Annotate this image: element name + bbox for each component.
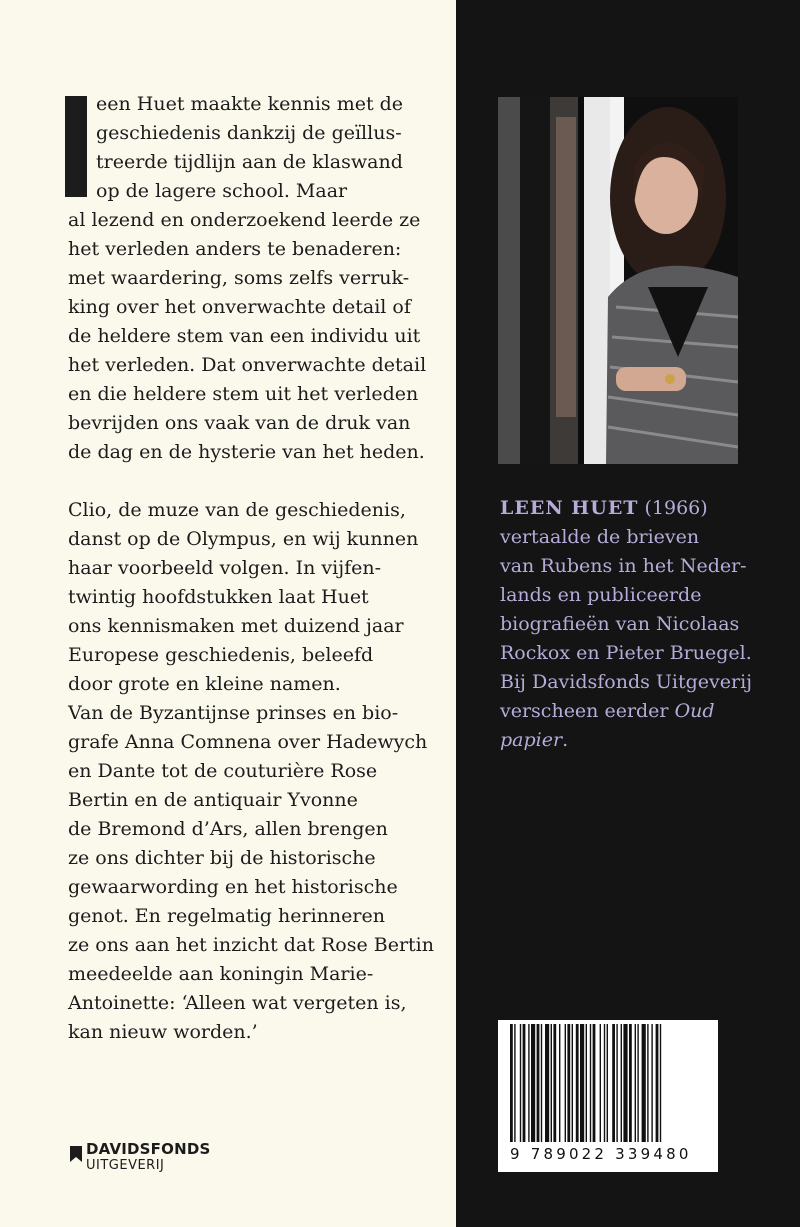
barcode-bar bbox=[528, 1024, 529, 1142]
barcode-bar bbox=[593, 1024, 596, 1142]
blurb-line: gewaarwording en het historische bbox=[68, 876, 398, 898]
bio-line-prefix: verscheen eerder bbox=[500, 700, 675, 722]
barcode-bar bbox=[637, 1024, 638, 1142]
barcode-bar bbox=[541, 1024, 542, 1142]
publisher-logo bbox=[68, 1140, 228, 1180]
blurb-line: geschiedenis dankzij de geïllus- bbox=[96, 122, 402, 144]
barcode-bar bbox=[604, 1024, 605, 1142]
bio-line bbox=[500, 726, 780, 755]
barcode-bar bbox=[651, 1024, 652, 1142]
barcode-bar bbox=[612, 1024, 615, 1142]
barcode-bar bbox=[531, 1024, 535, 1142]
barcode-bar bbox=[580, 1024, 584, 1142]
blurb-line: een Huet maakte kennis met de bbox=[96, 93, 404, 115]
bio-line: vertaalde de brieven bbox=[500, 526, 700, 548]
barcode-bar bbox=[523, 1024, 526, 1142]
blurb-line: de heldere stem van een individu uit bbox=[68, 325, 421, 347]
bio-end-punct: . bbox=[562, 729, 569, 751]
blurb-line: ons kennismaken met duizend jaar bbox=[68, 615, 404, 637]
blurb-line: treerde tijdlijn aan de klaswand bbox=[96, 151, 403, 173]
barcode-bar bbox=[559, 1024, 560, 1142]
barcode-bar bbox=[551, 1024, 552, 1142]
barcode-bar bbox=[600, 1024, 601, 1142]
barcode-bar bbox=[642, 1024, 646, 1142]
blurb-line: al lezend en onderzoekend leerde ze bbox=[68, 209, 421, 231]
blurb-line: haar voorbeeld volgen. In vijfen- bbox=[68, 557, 382, 579]
barcode-bar bbox=[565, 1024, 566, 1142]
blurb-line: de dag en de hysterie van het heden. bbox=[68, 441, 425, 463]
paragraph-gap bbox=[68, 467, 438, 496]
publisher-name-bottom: UITGEVERIJ bbox=[86, 1158, 165, 1173]
barcode-bar bbox=[545, 1024, 549, 1142]
book-title-part2: papier bbox=[500, 729, 563, 751]
barcode-bar bbox=[586, 1024, 587, 1142]
blurb-line: grafe Anna Comnena over Hadewych bbox=[68, 731, 428, 753]
blurb-line: de Bremond d’Ars, allen brengen bbox=[68, 818, 388, 840]
bio-line: van Rubens in het Neder- bbox=[500, 555, 747, 577]
blurb-line: met waardering, soms zelfs verruk- bbox=[68, 267, 410, 289]
barcode-bar bbox=[576, 1024, 579, 1142]
author-birth-year: (1966) bbox=[638, 497, 708, 519]
bio-line: lands en publiceerde bbox=[500, 584, 702, 606]
barcode-bar bbox=[553, 1024, 556, 1142]
blurb-line: twintig hoofdstukken laat Huet bbox=[68, 586, 369, 608]
barcode-bar bbox=[623, 1024, 627, 1142]
blurb-line: en Dante tot de couturière Rose bbox=[68, 760, 378, 782]
barcode-bar bbox=[629, 1024, 632, 1142]
blurb-text bbox=[68, 90, 438, 1047]
barcode-bar bbox=[607, 1024, 608, 1142]
isbn-number: 9 789022 339480 bbox=[510, 1145, 692, 1163]
barcode-bar bbox=[590, 1024, 591, 1142]
barcode-bar bbox=[616, 1024, 617, 1142]
barcode-bar bbox=[621, 1024, 622, 1142]
blurb-line: Antoinette: ‘Alleen wat vergeten is, bbox=[68, 992, 407, 1014]
blurb-line: bevrijden ons vaak van de druk van bbox=[68, 412, 411, 434]
blurb-line: Clio, de muze van de geschiedenis, bbox=[68, 499, 406, 521]
barcode-bar bbox=[520, 1024, 521, 1142]
book-title-part1: Oud bbox=[674, 700, 715, 722]
blurb-line: het verleden anders te benaderen: bbox=[68, 238, 402, 260]
blurb-line: ze ons dichter bij de historische bbox=[68, 847, 376, 869]
barcode-bar bbox=[510, 1024, 513, 1142]
author-bio bbox=[500, 494, 780, 755]
blurb-line: danst op de Olympus, en wij kunnen bbox=[68, 528, 419, 550]
barcode-bar bbox=[647, 1024, 648, 1142]
blurb-line: Van de Byzantijnse prinses en bio- bbox=[68, 702, 399, 724]
blurb-line: Bertin en de antiquair Yvonne bbox=[68, 789, 358, 811]
blurb-line: king over het onverwachte detail of bbox=[68, 296, 411, 318]
bio-line: biografieën van Nicolaas bbox=[500, 613, 740, 635]
bio-line: Bij Davidsfonds Uitgeverij bbox=[500, 671, 753, 693]
publisher-name-top: DAVIDSFONDS bbox=[86, 1140, 211, 1158]
blurb-line: op de lagere school. Maar bbox=[96, 180, 348, 202]
blurb-line: en die heldere stem uit het verleden bbox=[68, 383, 419, 405]
blurb-line: genot. En regelmatig herinneren bbox=[68, 905, 385, 927]
barcode-bar bbox=[514, 1024, 515, 1142]
author-photo-illustration bbox=[498, 97, 738, 464]
author-name: LEEN HUET bbox=[500, 497, 639, 519]
barcode-bar bbox=[567, 1024, 570, 1142]
blurb-line: ze ons aan het inzicht dat Rose Bertin bbox=[68, 934, 434, 956]
barcode-bar bbox=[660, 1024, 661, 1142]
blurb-line: het verleden. Dat onverwachte detail bbox=[68, 354, 427, 376]
bio-line: Rockox en Pieter Bruegel. bbox=[500, 642, 752, 664]
blurb-line: Europese geschiedenis, beleefd bbox=[68, 644, 374, 666]
dropcap-letter bbox=[65, 96, 66, 97]
blurb-line: kan nieuw worden.’ bbox=[68, 1021, 258, 1043]
bio-line bbox=[500, 697, 780, 726]
barcode-bar bbox=[572, 1024, 573, 1142]
publisher-bookmark-icon bbox=[68, 1144, 84, 1174]
barcode-bar bbox=[635, 1024, 636, 1142]
barcode-bar bbox=[656, 1024, 659, 1142]
blurb-line: meedeelde aan koningin Marie- bbox=[68, 963, 374, 985]
blurb-line: door grote en kleine namen. bbox=[68, 673, 341, 695]
bio-heading-line bbox=[500, 494, 780, 523]
author-photo bbox=[498, 97, 738, 464]
barcode-bar bbox=[537, 1024, 540, 1142]
